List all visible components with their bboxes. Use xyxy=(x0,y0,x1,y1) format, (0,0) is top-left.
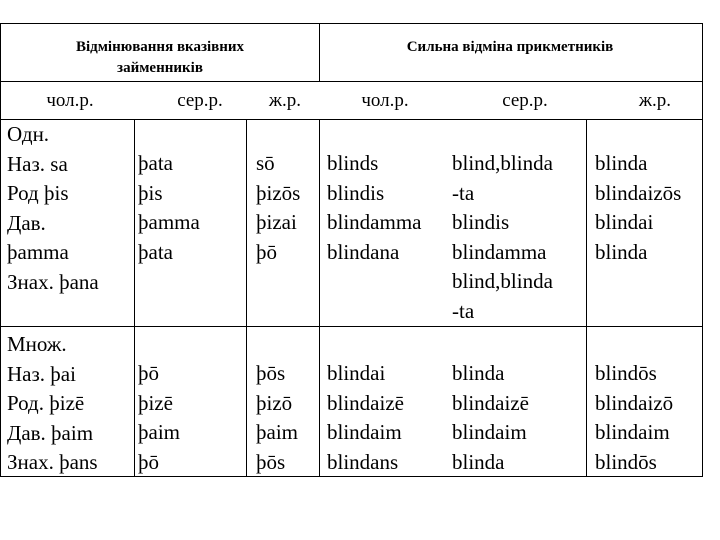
list-item: blindōs xyxy=(595,361,657,385)
list-item: þamma xyxy=(138,210,200,234)
list-item: blindaizō xyxy=(595,390,674,415)
col1-divider xyxy=(134,119,135,476)
singular-adjective-neut xyxy=(452,149,553,326)
right-section-title: Сильна відміна прикметників xyxy=(406,39,614,55)
list-item: þis xyxy=(138,180,163,205)
list-item: Множ. xyxy=(7,332,67,356)
header-rule xyxy=(1,81,702,82)
section-divider xyxy=(319,24,320,81)
col6-divider xyxy=(586,119,587,476)
list-item: þō xyxy=(256,239,277,264)
singular-adjective-fem xyxy=(595,149,681,267)
list-item: blindōs xyxy=(595,449,657,474)
list-item: blindaizē xyxy=(327,390,404,415)
subheader-masc-pronoun: чол.р. xyxy=(46,90,94,111)
list-item: þizē xyxy=(138,390,173,415)
col4-divider xyxy=(319,119,320,476)
plural-pronoun-masc xyxy=(7,330,98,478)
list-item: þōs xyxy=(256,449,286,474)
plural-rule xyxy=(1,326,702,327)
list-item: þata xyxy=(138,239,173,264)
list-item: blindana xyxy=(327,239,400,264)
list-item: Род þis xyxy=(7,181,69,205)
list-item: blinda xyxy=(595,151,648,175)
list-item: sō xyxy=(256,151,275,175)
plural-pronoun-fem xyxy=(256,359,298,477)
list-item: blind,blinda xyxy=(452,269,553,293)
left-section-title: Відмінювання вказівних займенників xyxy=(75,39,245,76)
singular-rule xyxy=(1,119,702,120)
list-item: þōs xyxy=(256,361,286,385)
list-item: -ta xyxy=(452,298,475,323)
subheader-fem-adjective: ж.р. xyxy=(638,90,672,111)
list-item: þizōs xyxy=(256,180,301,205)
list-item: blindai xyxy=(595,210,654,234)
list-item: blinds xyxy=(327,151,379,175)
subheader-neut-adjective: сер.р. xyxy=(502,90,548,111)
list-item: blinda xyxy=(595,239,648,264)
plural-adjective-fem xyxy=(595,359,673,477)
list-item: blindaim xyxy=(452,420,527,444)
list-item: Наз. sa xyxy=(7,151,68,176)
col3-divider xyxy=(246,119,247,476)
list-item: Дав. xyxy=(7,210,46,235)
list-item: þaim xyxy=(256,420,298,444)
list-item: Знах. þana xyxy=(7,269,99,294)
list-item: -ta xyxy=(452,180,475,205)
list-item: blindamma xyxy=(452,239,547,264)
plural-pronoun-neut xyxy=(138,359,180,477)
list-item: blindans xyxy=(327,449,399,474)
subheader-masc-adjective: чол.р. xyxy=(361,90,409,111)
list-item: Дав. þaim xyxy=(7,420,94,445)
list-item: blindaim xyxy=(327,420,402,444)
list-item: þō xyxy=(138,449,159,474)
list-item: blindis xyxy=(452,210,510,234)
list-item: blind,blinda xyxy=(452,151,553,175)
singular-pronoun-fem xyxy=(256,149,300,267)
list-item: blindaizōs xyxy=(595,180,682,205)
singular-pronoun-neut xyxy=(138,149,200,267)
list-item: Наз. þai xyxy=(7,361,76,386)
list-item: þaim xyxy=(138,420,180,444)
list-item: þamma xyxy=(7,240,69,264)
list-item: blindamma xyxy=(327,210,422,234)
subheader-neut-pronoun: сер.р. xyxy=(177,90,223,111)
list-item: Знах. þans xyxy=(7,450,98,474)
list-item: blinda xyxy=(452,361,505,385)
singular-adjective-masc xyxy=(327,149,421,267)
list-item: þizō xyxy=(256,390,293,415)
list-item: blinda xyxy=(452,449,505,474)
list-item: Одн. xyxy=(7,122,50,146)
list-item: blindaim xyxy=(595,420,670,444)
list-item: þata xyxy=(138,151,173,175)
list-item: Род. þizē xyxy=(7,391,85,415)
list-item: þizai xyxy=(256,210,297,234)
list-item: þō xyxy=(138,361,159,385)
singular-pronoun-masc xyxy=(7,120,99,297)
plural-adjective-neut xyxy=(452,359,529,477)
subheader-fem-pronoun: ж.р. xyxy=(268,90,302,111)
list-item: blindis xyxy=(327,180,385,205)
list-item: blindaizē xyxy=(452,390,529,415)
list-item: blindai xyxy=(327,361,386,385)
plural-adjective-masc xyxy=(327,359,404,477)
